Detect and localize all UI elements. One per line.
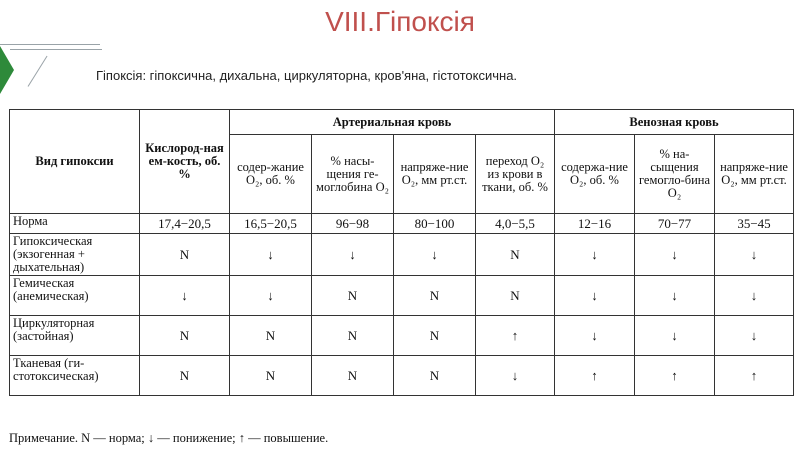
- header-oxygen-capacity: Кислород-ная ем-кость, об. %: [140, 110, 230, 214]
- table-cell: 35−45: [715, 214, 794, 234]
- table-cell: N: [394, 316, 476, 356]
- table-cell: 16,5−20,5: [230, 214, 312, 234]
- table-cell: ↓: [635, 276, 715, 316]
- table-cell: ↓: [715, 234, 794, 276]
- header-arterial-transfer: переход O₂ из крови в ткани, об. %: [476, 135, 555, 214]
- header-venous-saturation: % на-сыщения гемогло-бина O₂: [635, 135, 715, 214]
- table-cell: ↓: [555, 276, 635, 316]
- header-venous-content: содержа-ние O₂, об. %: [555, 135, 635, 214]
- table-row: [10, 214, 794, 234]
- hypoxia-table-container: [9, 109, 793, 396]
- row-label: Гемическая (анемическая): [10, 276, 140, 316]
- table-cell: N: [230, 316, 312, 356]
- table-cell: ↓: [555, 316, 635, 356]
- table-cell: ↓: [635, 316, 715, 356]
- table-row: [10, 356, 794, 396]
- hypoxia-table: [9, 109, 794, 396]
- table-cell: 4,0−5,5: [476, 214, 555, 234]
- header-arterial-blood: Артериальная кровь: [230, 110, 555, 135]
- table-cell: ↓: [635, 234, 715, 276]
- table-cell: ↓: [394, 234, 476, 276]
- table-cell: N: [230, 356, 312, 396]
- table-cell: ↑: [635, 356, 715, 396]
- table-cell: 80−100: [394, 214, 476, 234]
- table-cell: ↓: [715, 276, 794, 316]
- table-note: Примечание. N — норма; ↓ — понижение; ↑ — повышение.: [9, 431, 329, 445]
- header-type: Вид гипоксии: [10, 110, 140, 214]
- table-cell: N: [394, 356, 476, 396]
- table-cell: ↓: [476, 356, 555, 396]
- table-cell: 12−16: [555, 214, 635, 234]
- header-venous-tension: напряже-ние O₂, мм рт.ст.: [715, 135, 794, 214]
- table-cell: N: [140, 316, 230, 356]
- table-row: [10, 276, 794, 316]
- header-arterial-content: содер-жание O₂, об. %: [230, 135, 312, 214]
- table-row: [10, 234, 794, 276]
- decorative-line: [0, 44, 100, 45]
- table-cell: N: [476, 234, 555, 276]
- header-arterial-saturation: % насы-щения ге-моглобина O₂: [312, 135, 394, 214]
- table-cell: ↓: [555, 234, 635, 276]
- table-cell: 17,4−20,5: [140, 214, 230, 234]
- table-row: [10, 316, 794, 356]
- table-cell: ↓: [715, 316, 794, 356]
- header-arterial-tension: напряже-ние O₂, мм рт.ст.: [394, 135, 476, 214]
- page-subtitle: Гіпоксія: гіпоксична, дихальна, циркуляторна, кров'яна, гістотоксична.: [96, 68, 518, 83]
- row-label: Циркуляторная (застойная): [10, 316, 140, 356]
- table-cell: ↓: [140, 276, 230, 316]
- table-cell: ↑: [715, 356, 794, 396]
- decorative-line: [28, 56, 48, 87]
- table-cell: ↑: [476, 316, 555, 356]
- table-cell: ↓: [230, 234, 312, 276]
- table-cell: N: [312, 276, 394, 316]
- table-cell: N: [140, 234, 230, 276]
- table-cell: ↓: [230, 276, 312, 316]
- header-venous-blood: Венозная кровь: [555, 110, 794, 135]
- page-title: VIII.Гіпоксія: [325, 6, 475, 37]
- row-label: Гипоксическая (экзогенная + дыхательная): [10, 234, 140, 276]
- row-label: Норма: [10, 214, 140, 234]
- table-cell: ↑: [555, 356, 635, 396]
- decorative-triangle: [0, 46, 14, 94]
- table-cell: N: [312, 316, 394, 356]
- table-cell: N: [476, 276, 555, 316]
- table-cell: N: [312, 356, 394, 396]
- table-cell: N: [394, 276, 476, 316]
- decorative-line: [10, 49, 102, 50]
- table-cell: 96−98: [312, 214, 394, 234]
- table-cell: N: [140, 356, 230, 396]
- table-cell: 70−77: [635, 214, 715, 234]
- row-label: Тканевая (ги-стотоксическая): [10, 356, 140, 396]
- table-cell: ↓: [312, 234, 394, 276]
